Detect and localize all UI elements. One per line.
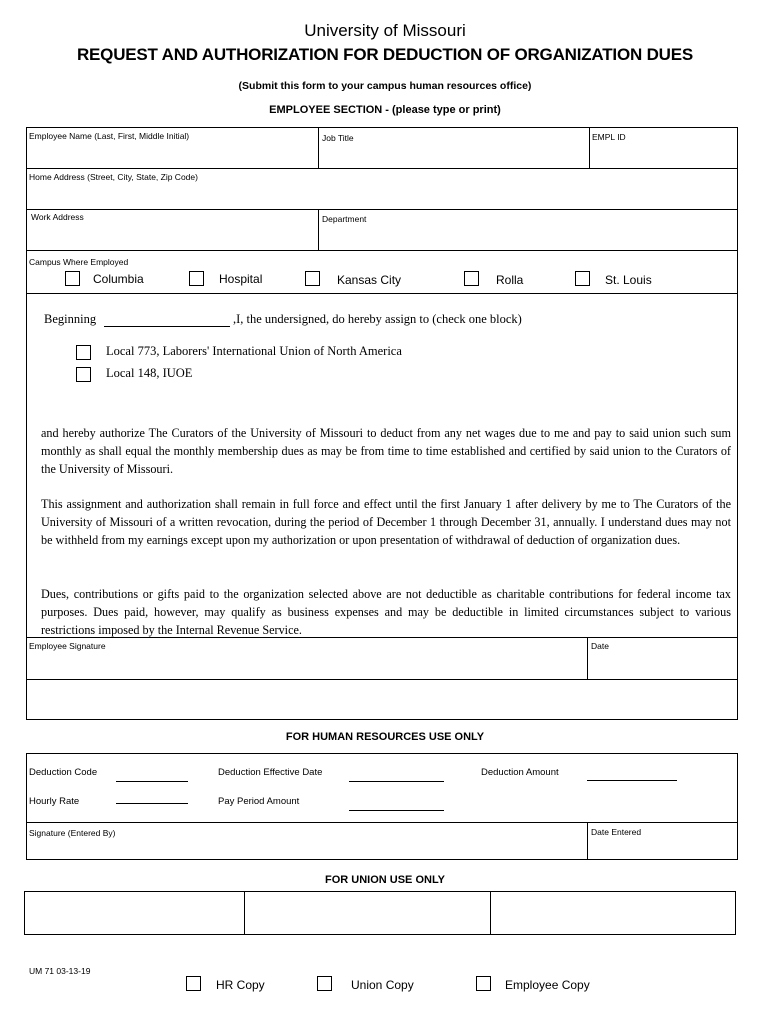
deduction-code-label: Deduction Code [29, 767, 98, 778]
form-subtitle: (Submit this form to your campus human resources office) [238, 80, 532, 92]
union-local-773-label: Local 773, Laborers' International Union of North America [106, 344, 402, 358]
campus-hospital-checkbox[interactable] [189, 271, 204, 286]
deduction-amount-line [587, 780, 677, 781]
employee-signature-field[interactable] [27, 653, 586, 678]
university-title: University of Missouri [304, 21, 466, 40]
undersigned-text: ,I, the undersigned, do hereby assign to (check one block) [233, 312, 522, 326]
union-field-2[interactable] [245, 892, 489, 934]
deduction-amount-field[interactable] [587, 765, 677, 780]
signature-entered-by-label: Signature (Entered By) [29, 828, 116, 838]
campus-st-louis-label: St. Louis [605, 273, 652, 287]
hourly-rate-field[interactable] [116, 789, 188, 803]
campus-st-louis-checkbox[interactable] [575, 271, 590, 286]
employee-name-label: Employee Name (Last, First, Middle Initial) [29, 131, 190, 141]
hourly-rate-label: Hourly Rate [29, 796, 80, 807]
hr-copy-label: HR Copy [216, 978, 265, 992]
employee-name-field[interactable] [27, 143, 317, 167]
union-field-1[interactable] [25, 892, 243, 934]
campus-hospital-label: Hospital [219, 272, 263, 286]
union-local-148-label: Local 148, IUOE [106, 366, 193, 380]
campus-rolla-checkbox[interactable] [464, 271, 479, 286]
campus-label: Campus Where Employed [29, 257, 129, 267]
pay-period-amount-line [349, 810, 444, 811]
deduction-amount-label: Deduction Amount [481, 767, 559, 778]
employee-signature-label: Employee Signature [29, 641, 106, 651]
home-address-label: Home Address (Street, City, State, Zip Code) [29, 172, 198, 182]
divider [26, 250, 738, 251]
work-address-label: Work Address [31, 212, 84, 222]
union-section-heading: FOR UNION USE ONLY [325, 874, 445, 886]
campus-kansas-city-label: Kansas City [337, 273, 402, 287]
employee-section-heading: EMPLOYEE SECTION - (please type or print) [269, 104, 501, 116]
work-address-field[interactable] [27, 224, 317, 249]
divider [26, 209, 738, 210]
deduction-effective-date-line [349, 781, 444, 782]
signature-entered-by-field[interactable] [27, 838, 586, 859]
form-id: UM 71 03-13-19 [29, 966, 91, 976]
signature-date-field[interactable] [588, 653, 736, 678]
beginning-label: Beginning [44, 312, 97, 326]
hr-section-heading: FOR HUMAN RESOURCES USE ONLY [285, 731, 485, 743]
revocation-paragraph: This assignment and authorization shall remain in full force and effect until the first January 1 after delivery by me to The Curators of the University of Missouri of a written revocation, during the period of December 1 through December 31, annually. I understand dues may not be withheld from my earnings except upon my authorization or upon presentation of withdrawal of deduction of organization dues. [41, 497, 731, 547]
date-entered-label: Date Entered [591, 827, 642, 837]
employee-copy-checkbox[interactable] [476, 976, 491, 991]
tax-paragraph: Dues, contributions or gifts paid to the organization selected above are not deductible as charitable contributions for federal income tax purposes. Dues paid, however, may qualify as business expenses and may be deductible in limited circumstances subject to various restrictions imposed by the Internal Revenue Service. [41, 587, 731, 637]
union-copy-label: Union Copy [351, 978, 414, 992]
campus-columbia-label: Columbia [93, 272, 144, 286]
empl-id-field[interactable] [590, 143, 736, 167]
deduction-effective-date-field[interactable] [349, 766, 444, 781]
campus-columbia-checkbox[interactable] [65, 271, 80, 286]
union-local-148-checkbox[interactable] [76, 367, 91, 382]
empl-id-label: EMPL ID [592, 132, 626, 142]
job-title-field[interactable] [319, 143, 588, 167]
deduction-effective-date-label: Deduction Effective Date [218, 767, 323, 778]
beginning-date-field[interactable] [104, 312, 230, 326]
signature-date-label: Date [591, 641, 609, 651]
hr-copy-checkbox[interactable] [186, 976, 201, 991]
union-local-773-checkbox[interactable] [76, 345, 91, 360]
union-copy-checkbox[interactable] [317, 976, 332, 991]
divider [26, 679, 738, 680]
job-title-label: Job Title [322, 133, 354, 143]
pay-period-amount-label: Pay Period Amount [218, 796, 300, 807]
form-title: REQUEST AND AUTHORIZATION FOR DEDUCTION OF ORGANIZATION DUES [76, 45, 694, 64]
divider [26, 822, 738, 823]
deduction-code-field[interactable] [116, 766, 188, 781]
union-field-3[interactable] [491, 892, 735, 934]
pay-period-amount-field[interactable] [349, 795, 444, 810]
beginning-date-line [104, 326, 230, 327]
divider [26, 168, 738, 169]
campus-kansas-city-checkbox[interactable] [305, 271, 320, 286]
department-field[interactable] [319, 226, 736, 249]
campus-rolla-label: Rolla [496, 273, 524, 287]
authorization-paragraph: and hereby authorize The Curators of the University of Missouri to deduct from any net wages due to me and pay to said union such sum monthly as shall equal the monthly membership dues as may be from time to time established and certified by said union to the Curators of the University of Missouri. [41, 426, 731, 476]
employee-copy-label: Employee Copy [505, 978, 590, 992]
department-label: Department [322, 214, 367, 224]
home-address-field[interactable] [27, 184, 736, 208]
hourly-rate-line [116, 803, 188, 804]
deduction-code-line [116, 781, 188, 782]
divider [26, 293, 738, 294]
date-entered-field[interactable] [588, 838, 736, 859]
divider [26, 637, 738, 638]
